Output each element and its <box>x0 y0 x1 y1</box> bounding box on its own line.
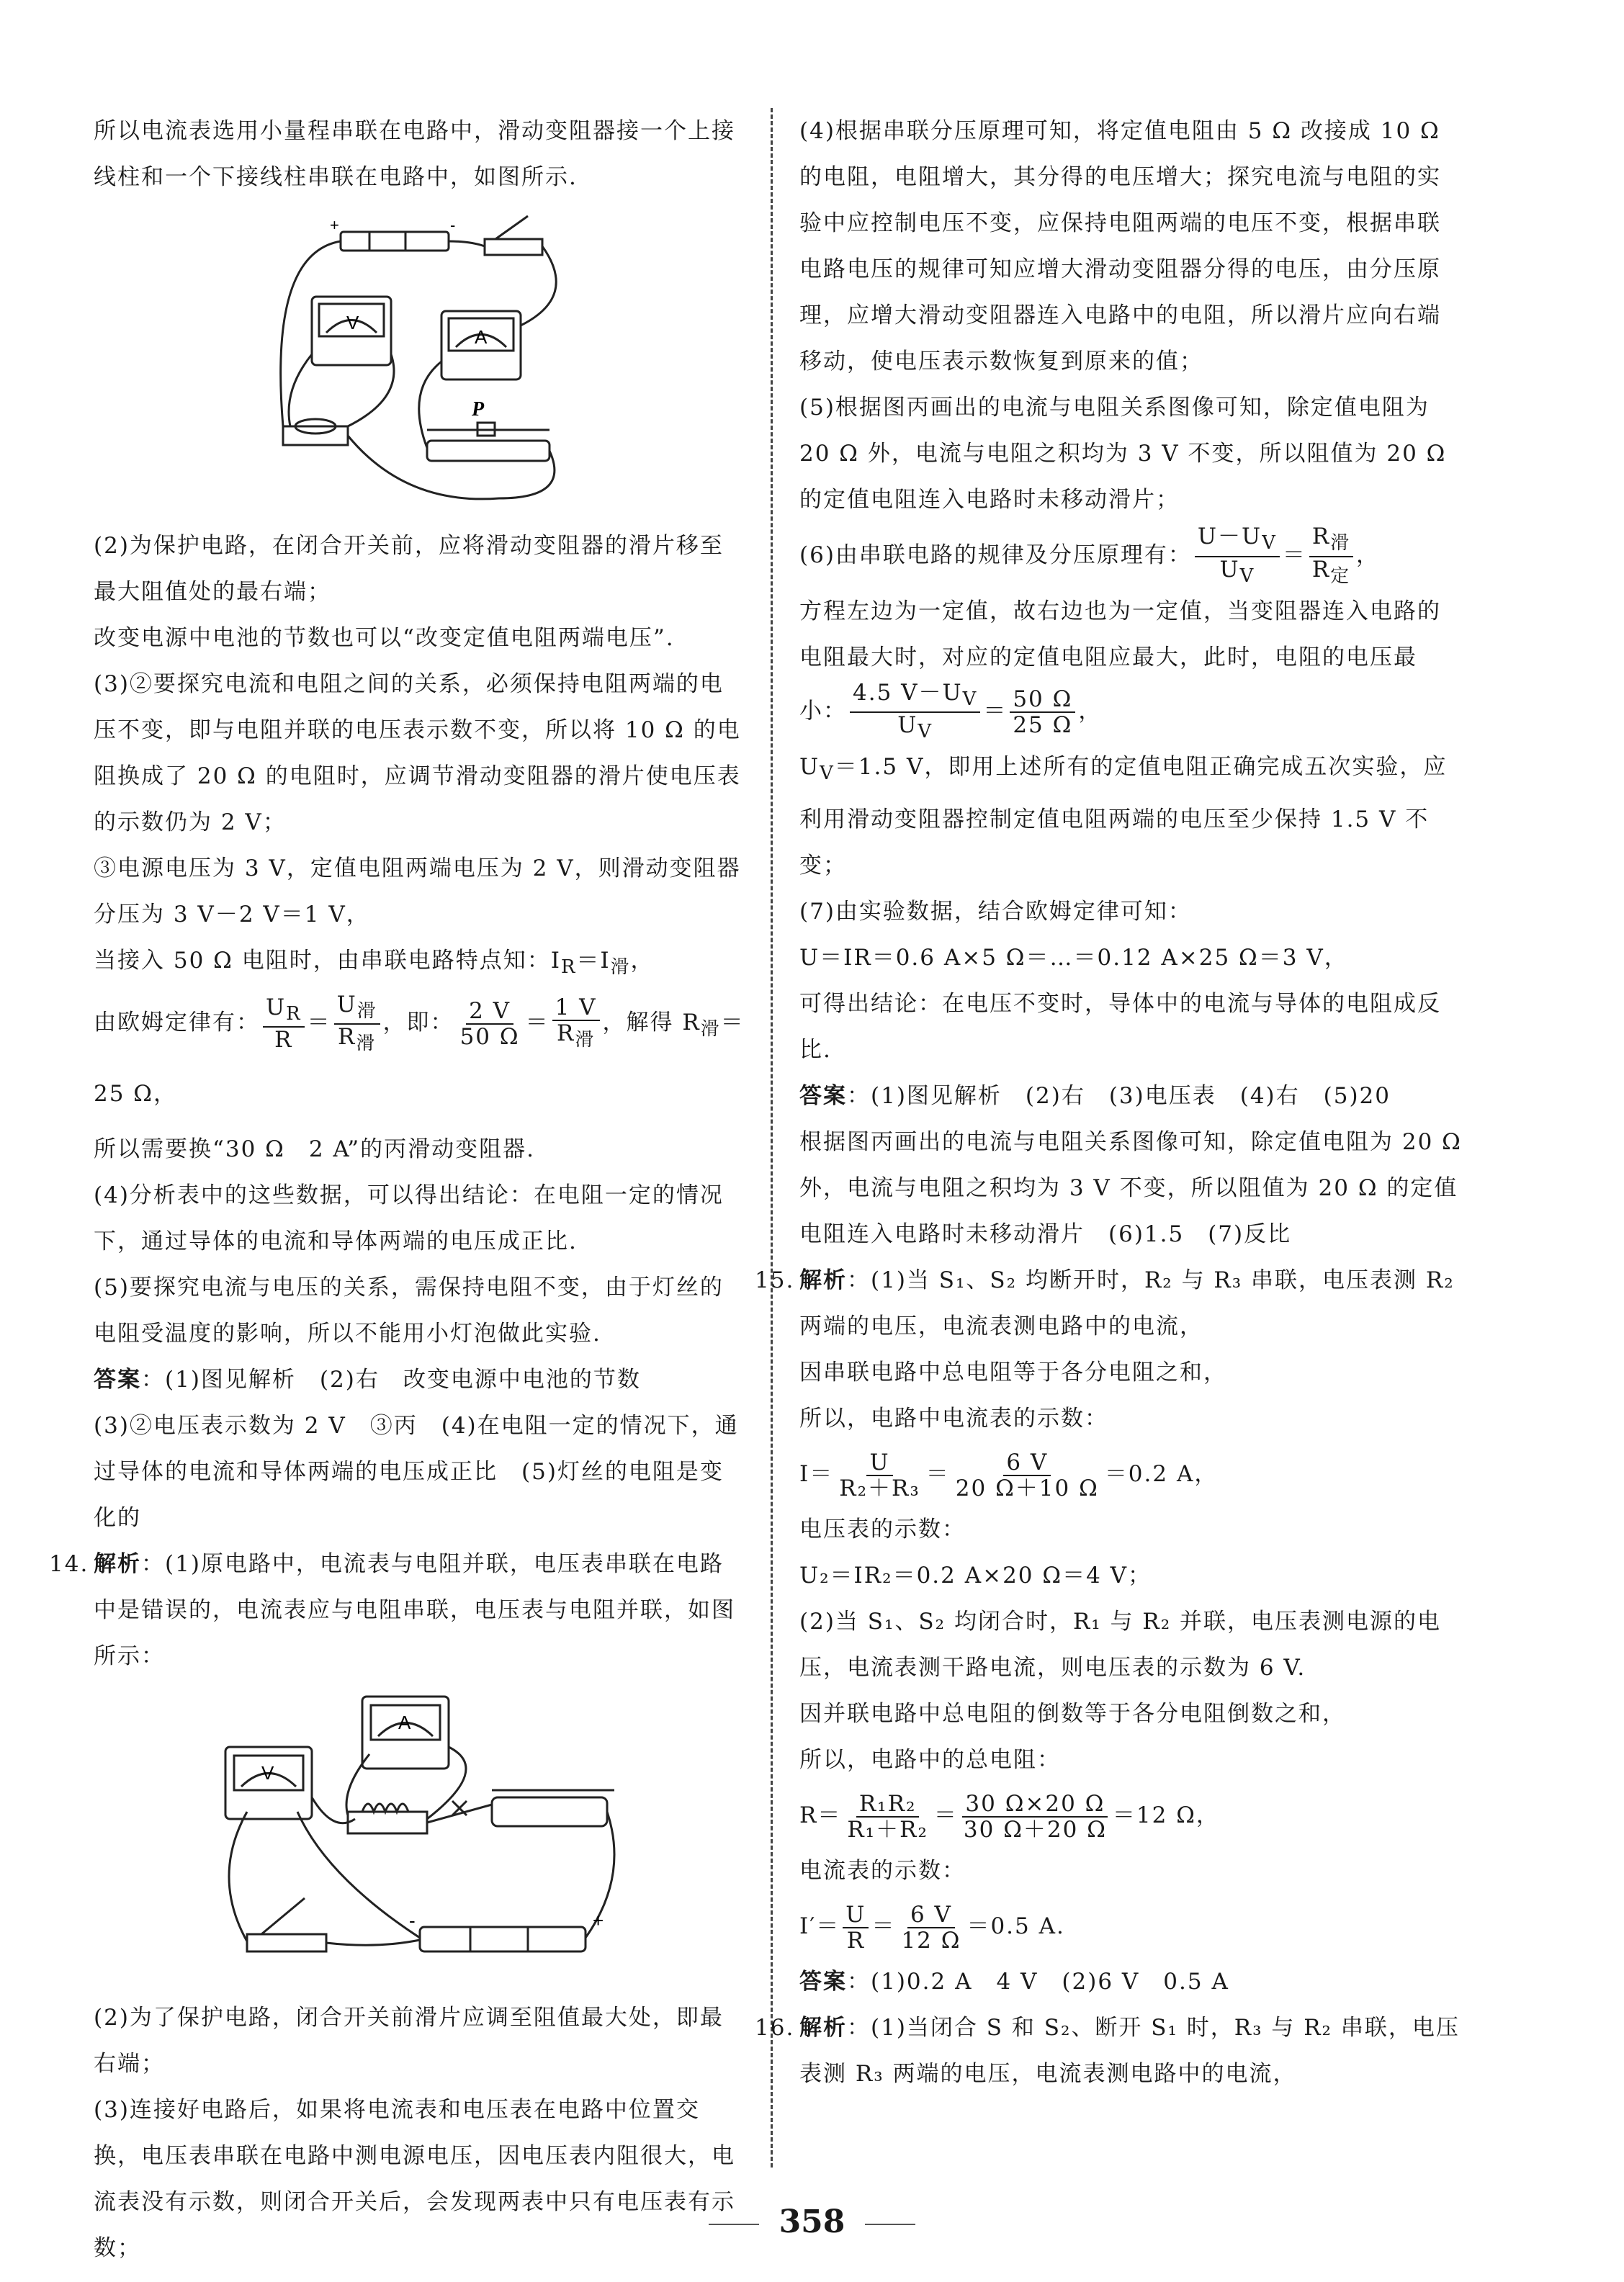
text: 由欧姆定律有： <box>94 1010 260 1036</box>
subscript: R <box>286 1003 302 1025</box>
fraction <box>1195 524 1280 588</box>
minus-sign: - <box>449 216 455 234</box>
paragraph: (3)②要探究电流和电阻之间的关系，必须保持电阻两端的电压不变，即与电阻并联的电压表示数不变，所以将 10 Ω 的电阻换成了 20 Ω 的电阻时，应调节滑动变阻器的滑片使电压表的示数仍为 2 V； <box>94 671 741 835</box>
denominator: 30 Ω＋20 Ω <box>963 1816 1107 1843</box>
subscript: V <box>962 688 978 710</box>
text: ＝0.2 A， <box>1104 1461 1219 1488</box>
answer-label: 答案 <box>799 1083 847 1110</box>
denominator: U <box>897 711 918 738</box>
subscript: 滑 <box>356 1032 377 1054</box>
equation-divider <box>799 523 1462 588</box>
denominator: R <box>556 1020 575 1047</box>
paragraph: 改变电源中电池的节数也可以“改变定值电阻两端电压”. <box>94 625 675 651</box>
analysis-label: 解析 <box>799 2015 847 2041</box>
fraction <box>263 995 305 1052</box>
footer-rule-right <box>865 2224 915 2225</box>
text: ＝25 Ω， <box>94 1010 745 1108</box>
paragraph <box>799 588 1462 744</box>
circuit-figure-1 <box>94 210 745 513</box>
answer-14-continued: 根据图丙画出的电流与电阻关系图像可知，除定值电阻为 20 Ω 外，电流与电阻之积均为 3 V 不变，所以阻值为 20 Ω 的定值电阻连入电路时未移动滑片 (6)1.5 (7)反比 <box>799 1129 1462 1248</box>
fraction <box>961 1792 1110 1842</box>
paragraph: (5)根据图丙画出的电流与电阻关系图像可知，除定值电阻为 20 Ω 外，电流与电阻之积均为 3 V 不变，所以阻值为 20 Ω 的定值电阻连入电路时未移动滑片； <box>799 395 1447 513</box>
ammeter-label: A <box>474 326 487 348</box>
equation-ammeter <box>799 1894 1462 1959</box>
paragraph: 所以，电路中的总电阻： <box>799 1747 1061 1774</box>
paragraph: (2)为了保护电路，闭合开关前滑片应调至阻值最大处，即最右端； <box>94 2005 724 2077</box>
paragraph: 可得出结论：在电压不变时，导体中的电流与导体的电阻成反比. <box>799 991 1441 1064</box>
subscript: V <box>820 763 835 785</box>
paragraph: 所以，电路中电流表的示数： <box>799 1406 1108 1432</box>
text: ＝I <box>576 948 611 974</box>
answer-text: ：(1)图见解析 (2)右 改变电源中电池的节数 <box>141 1367 641 1393</box>
subscript: V <box>1262 532 1277 554</box>
column-divider <box>771 108 773 2168</box>
denominator: R₂＋R₃ <box>839 1475 920 1501</box>
subscript: 滑 <box>356 1000 377 1022</box>
numerator: 4.5 V－U <box>853 679 963 706</box>
denominator: R <box>337 1023 356 1050</box>
numerator: 6 V <box>1003 1450 1051 1476</box>
text: ， <box>1356 542 1381 568</box>
text: 当接入 50 Ω 电阻时，由串联电路特点知：I <box>94 948 561 974</box>
text: ， <box>630 948 655 974</box>
answer-text: ：(1)0.2 A 4 V (2)6 V 0.5 A <box>847 1969 1229 1995</box>
subscript: V <box>1239 565 1255 587</box>
analysis-label: 解析 <box>799 1267 847 1294</box>
text: ＝ <box>307 1010 331 1036</box>
numerator: 2 V <box>466 999 513 1025</box>
analysis-label: 解析 <box>94 1551 141 1578</box>
text: I′＝ <box>799 1913 840 1940</box>
text: ，即： <box>382 1010 454 1036</box>
subscript: R <box>560 956 577 979</box>
fraction <box>334 992 380 1056</box>
text: ， <box>1078 698 1103 724</box>
circuit-figure-2 <box>94 1689 745 1985</box>
paragraph: 所以需要换“30 Ω 2 A”的丙滑动变阻器. <box>94 1136 535 1163</box>
ammeter-label: A <box>398 1712 411 1734</box>
denominator: U <box>1219 556 1240 583</box>
numerator: 30 Ω×20 Ω <box>962 1792 1108 1818</box>
page-footer <box>0 2204 1624 2240</box>
paragraph: (2)为保护电路，在闭合开关前，应将滑动变阻器的滑片移至最大阻值处的最右端； <box>94 533 724 605</box>
numerator: U <box>843 1903 869 1928</box>
question-number: 15. <box>755 1267 795 1294</box>
circuit-diagram-2 <box>204 1689 636 1985</box>
minus-sign: - <box>408 1910 416 1932</box>
paragraph: U₂＝IR₂＝0.2 A×20 Ω＝4 V； <box>799 1563 1152 1589</box>
answer-label: 答案 <box>94 1367 141 1393</box>
text: ＝12 Ω， <box>1112 1802 1220 1829</box>
answer-13 <box>94 1357 745 1403</box>
paragraph: (4)分析表中的这些数据，可以得出结论：在电阻一定的情况下，通过导体的电流和导体两端的电压成正比. <box>94 1182 724 1255</box>
numerator: R₁R₂ <box>856 1792 920 1818</box>
numerator: U <box>866 1450 892 1476</box>
text: ＝ <box>925 1461 950 1488</box>
fraction <box>1309 524 1353 588</box>
circuit-diagram-1 <box>261 210 578 513</box>
numerator: R <box>1311 524 1331 550</box>
denominator: 20 Ω＋10 Ω <box>955 1475 1099 1501</box>
analysis-text: ：(1)原电路中，电流表与电阻并联，电压表串联在电路中是错误的，电流表应与电阻串联，电压表与电阻并联，如图所示： <box>94 1551 735 1670</box>
paragraph: (5)要探究电流与电压的关系，需保持电阻不变，由于灯丝的电阻受温度的影响，所以不能用小灯泡做此实验. <box>94 1275 724 1347</box>
slider-label: P <box>471 398 484 421</box>
text: ＝ <box>1282 542 1306 568</box>
paragraph: (7)由实验数据，结合欧姆定律可知： <box>799 899 1192 925</box>
text: 方程左边为一定值，故右边也为一定值，当变阻器连入电路的电阻最大时，对应的定值电阻应最大，此时，电阻的电压最小： <box>799 598 1441 724</box>
analysis-text: ：(1)当 S₁、S₂ 均断开时，R₂ 与 R₃ 串联，电压表测 R₂ 两端的电压，电流表测电路中的电流， <box>799 1267 1455 1340</box>
paragraph: (4)根据串联分压原理可知，将定值电阻由 5 Ω 改接成 10 Ω 的电阻，电阻增大，其分得的电压增大；探究电流与电阻的实验中应控制电压不变，应保持电阻两端的电压不变，根据串联电路电压的规律可知应增大滑动变阻器分得的电压，由分压原理，应增大滑动变阻器连入电路中的电阻，所以滑片应向右端移动，使电压表示数恢复到原来的值； <box>799 118 1441 374</box>
text: ＝ <box>871 1913 896 1940</box>
subscript: 滑 <box>610 956 631 979</box>
text: I＝ <box>799 1461 834 1488</box>
page-number: 358 <box>779 2204 845 2240</box>
fraction <box>844 1792 931 1842</box>
answer-14 <box>799 1073 1462 1119</box>
fraction <box>457 999 523 1049</box>
footer-rule-left <box>709 2224 759 2225</box>
denominator: R <box>846 1927 866 1954</box>
fraction <box>552 995 600 1052</box>
question-15 <box>755 1257 1462 1349</box>
denominator: 12 Ω <box>901 1927 961 1954</box>
denominator: R₁＋R₂ <box>847 1816 928 1843</box>
plus-sign: + <box>329 216 339 234</box>
answer-text: ：(1)图见解析 (2)右 (3)电压表 (4)右 (5)20 <box>847 1083 1391 1110</box>
numerator: 6 V <box>907 1903 955 1928</box>
numerator: 50 Ω <box>1010 687 1075 713</box>
left-column <box>49 108 745 2271</box>
text: (6)由串联电路的规律及分压原理有： <box>799 542 1192 568</box>
text: ＝ <box>983 698 1008 724</box>
voltmeter-label: V <box>346 312 359 333</box>
paragraph <box>94 938 745 990</box>
text: ＝0.5 A. <box>966 1913 1065 1940</box>
numerator: U <box>266 994 287 1021</box>
right-column <box>755 108 1462 2097</box>
question-number: 16. <box>755 2015 795 2041</box>
subscript: 滑 <box>1330 532 1351 554</box>
text: ，解得 R <box>602 1010 701 1036</box>
paragraph: 所以电流表选用小量程串联在电路中，滑动变阻器接一个上接线柱和一个下接线柱串联在电路中，如图所示. <box>94 118 735 190</box>
paragraph: U＝IR＝0.6 A×5 Ω＝…＝0.12 A×25 Ω＝3 V， <box>799 945 1348 971</box>
fraction <box>953 1450 1102 1501</box>
equation-resistance <box>799 1783 1462 1848</box>
text: ＝1.5 V，即用上述所有的定值电阻正确完成五次实验，应利用滑动变阻器控制定值电阻两端的电压至少保持 1.5 V 不变； <box>799 754 1448 879</box>
denominator: R <box>274 1027 293 1054</box>
paragraph: (2)当 S₁、S₂ 均闭合时，R₁ 与 R₂ 并联，电压表测电源的电压，电流表测干路电流，则电压表的示数为 6 V. <box>799 1609 1442 1681</box>
fraction <box>898 1903 964 1953</box>
subscript: V <box>918 721 933 743</box>
question-14 <box>49 1541 745 1679</box>
denominator: 25 Ω <box>1013 711 1073 738</box>
analysis-text: ：(1)当闭合 S 和 S₂、断开 S₁ 时，R₃ 与 R₂ 串联，电压表测 R₃ 两端的电压，电流表测电路中的电流， <box>799 2015 1460 2088</box>
paragraph: 电压表的示数： <box>799 1517 966 1543</box>
fraction <box>836 1450 923 1501</box>
fraction <box>850 680 980 744</box>
voltmeter-label: V <box>261 1762 274 1784</box>
denominator: R <box>1311 556 1331 583</box>
paragraph <box>799 744 1462 889</box>
question-number: 14. <box>49 1551 89 1578</box>
numerator: 1 V <box>552 995 600 1021</box>
paragraph: 因串联电路中总电阻等于各分电阻之和， <box>799 1360 1227 1386</box>
subscript: 滑 <box>700 1018 721 1041</box>
answer-label: 答案 <box>799 1969 847 1995</box>
answer-15 <box>799 1959 1462 2005</box>
fraction <box>843 1903 869 1953</box>
numerator: U－U <box>1197 524 1262 550</box>
subscript: 定 <box>1330 565 1351 587</box>
subscript: 滑 <box>575 1029 596 1051</box>
text: U <box>799 754 820 781</box>
paragraph: 因并联电路中总电阻的倒数等于各分电阻倒数之和， <box>799 1701 1346 1728</box>
paragraph: (3)连接好电路后，如果将电流表和电压表在电路中位置交换，电压表串联在电路中测电源电压，因电压表内阻很大，电流表没有示数，则闭合开关后，会发现两表中只有电压表有示数； <box>94 2097 735 2262</box>
paragraph: 电流表的示数： <box>799 1858 966 1885</box>
equation-current <box>799 1442 1462 1506</box>
text: ＝ <box>933 1802 958 1829</box>
text: R＝ <box>799 1802 842 1829</box>
denominator: 50 Ω <box>459 1023 520 1050</box>
equation-ohm: 由欧姆定律有： $\frac{U_R}{R}$ ＝ $\frac{U_滑}{R_滑}$ ，即： $\frac{2 V}{50 \Omega}$ ＝ $\frac{1 V}{R_滑}$ ，解得 $R_滑=25$ Ω， <box>94 991 745 1108</box>
plus-sign: + <box>592 1910 604 1932</box>
question-16 <box>755 2005 1462 2097</box>
answer-13-continued: (3)②电压表示数为 2 V ③丙 (4)在电阻一定的情况下，通过导体的电流和导体两端的电压成正比 (5)灯丝的电阻是变化的 <box>94 1413 739 1532</box>
fraction <box>1010 687 1075 737</box>
paragraph: ③电源电压为 3 V，定值电阻两端电压为 2 V，则滑动变阻器分压为 3 V－2 V＝1 V， <box>94 855 741 927</box>
numerator: U <box>336 991 357 1018</box>
